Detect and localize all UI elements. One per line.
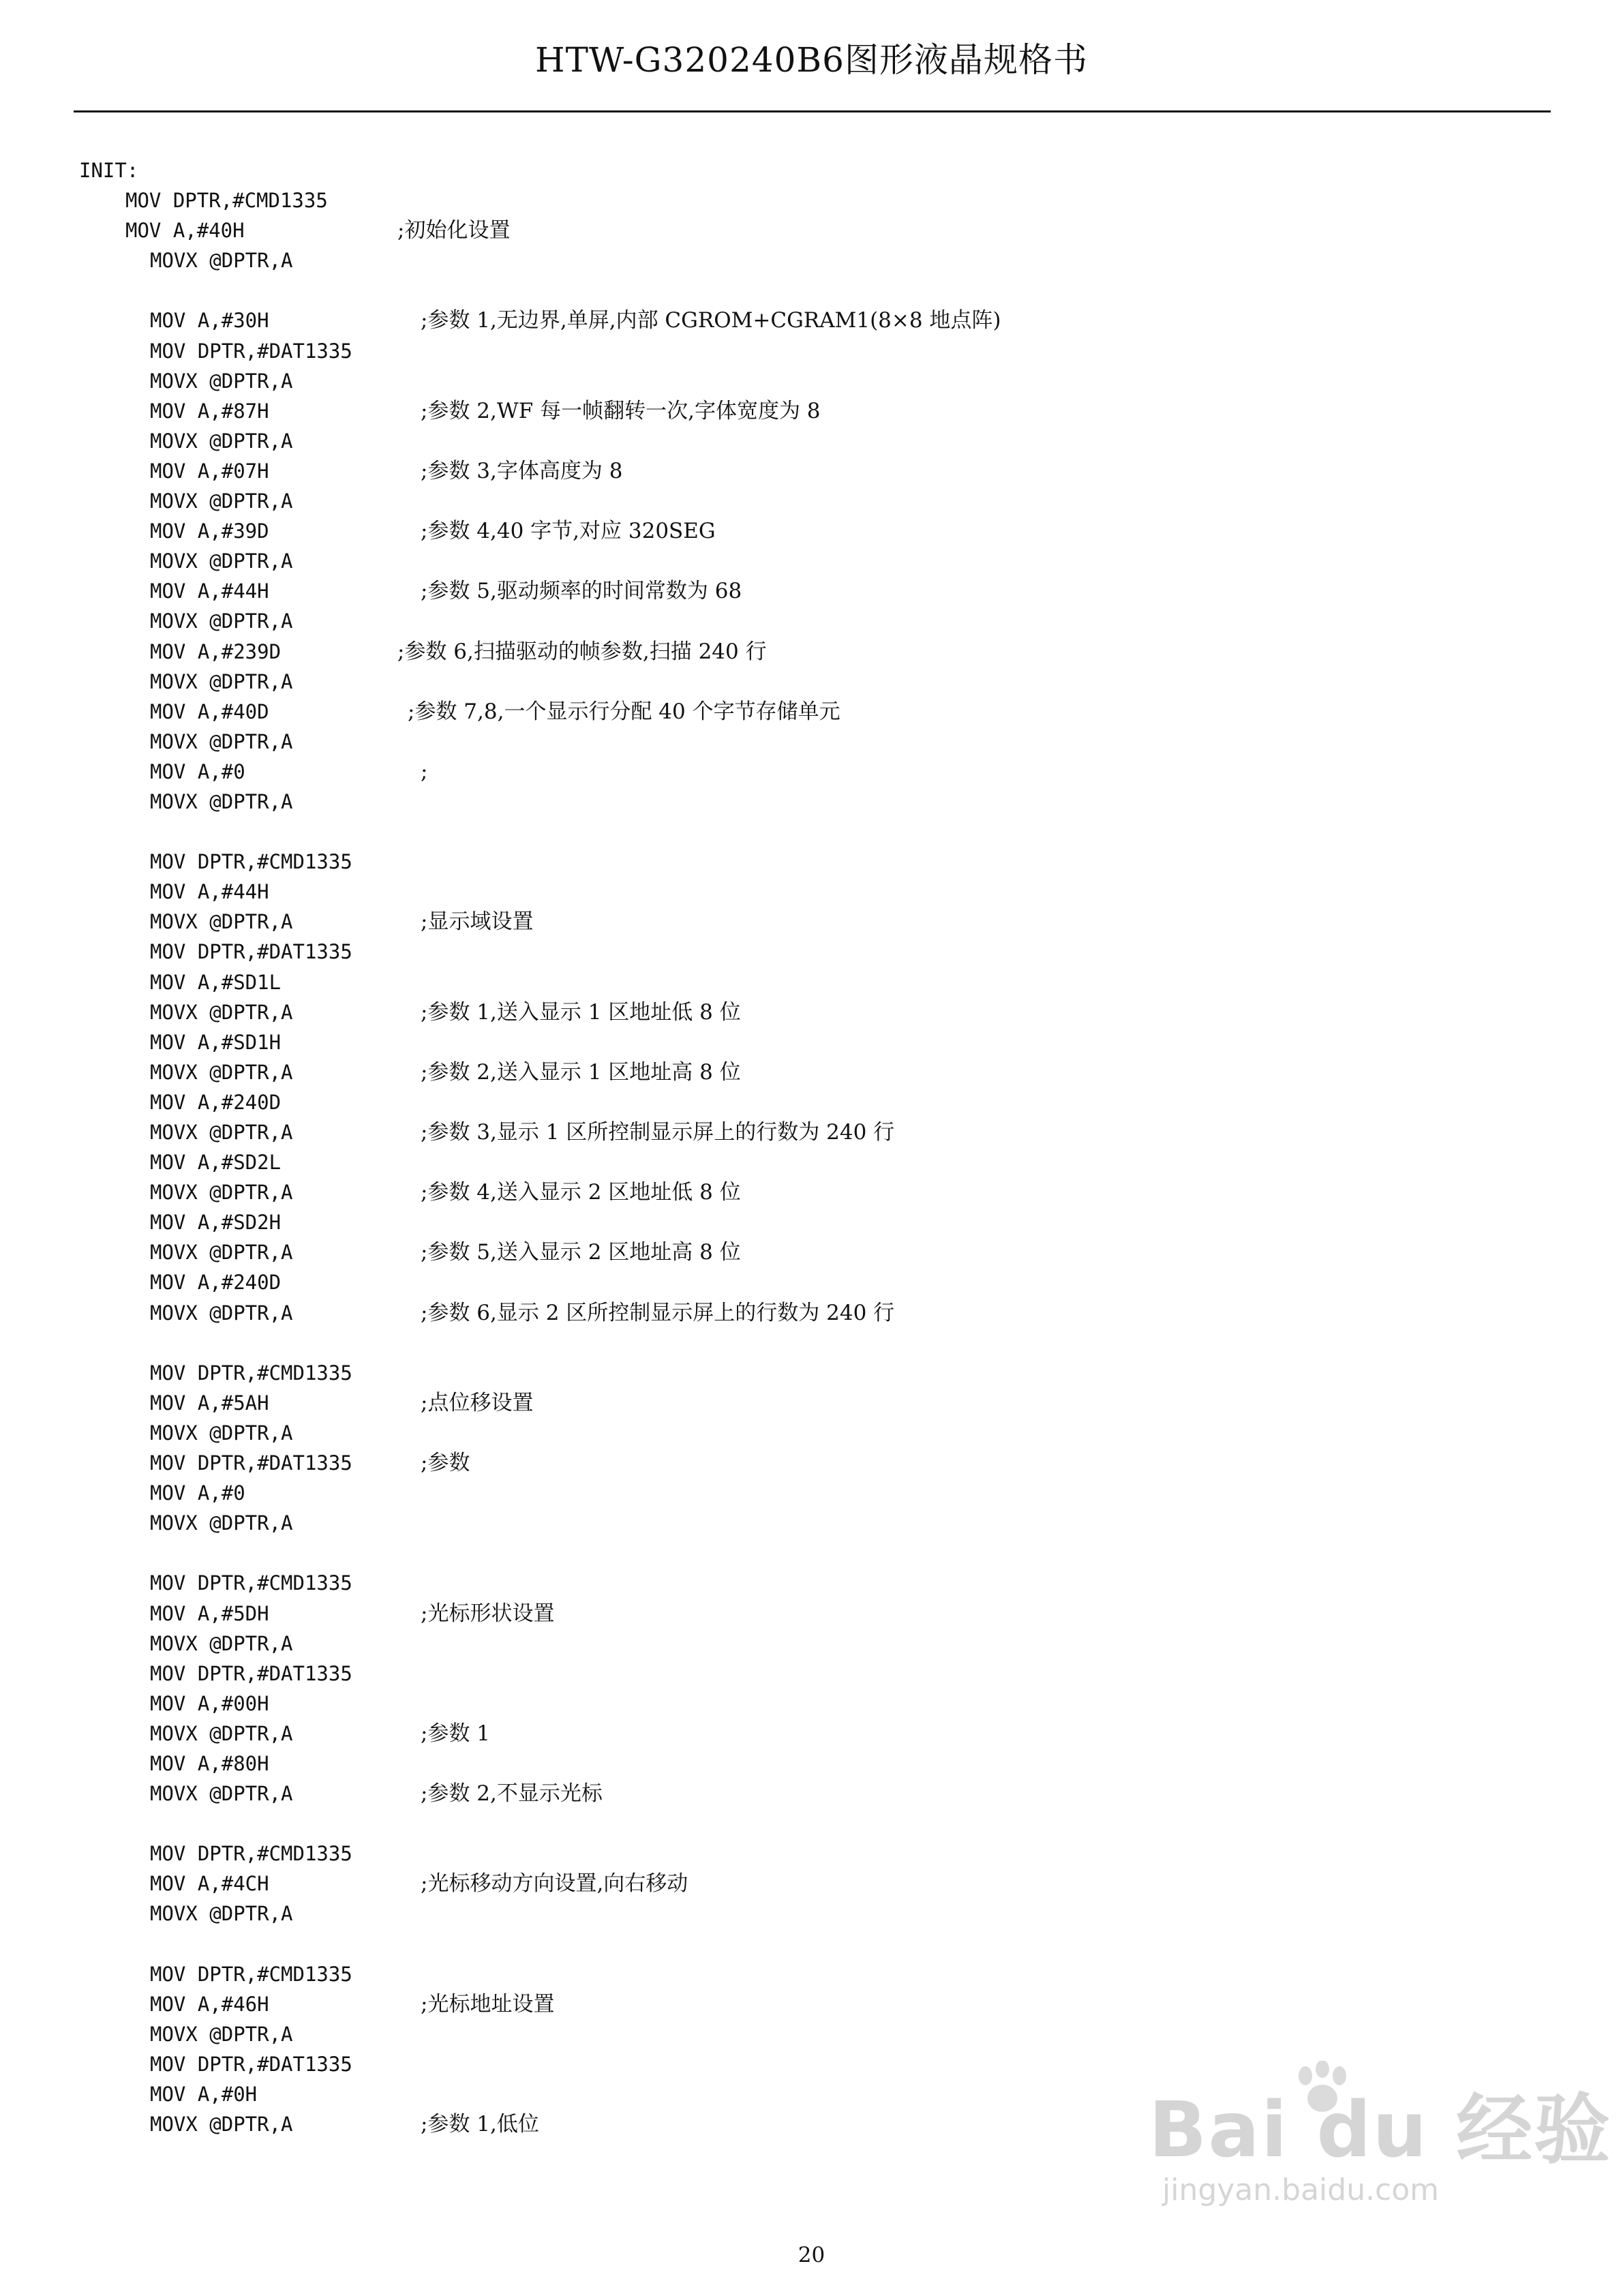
code-instruction: MOV A,#5AH (150, 1391, 269, 1415)
code-line (0, 1779, 1623, 1809)
code-line (0, 245, 1623, 275)
code-line (0, 1719, 1623, 1749)
code-line (0, 1989, 1623, 2019)
code-line (0, 667, 1623, 697)
code-line (0, 1508, 1623, 1538)
code-comment: ;初始化设置 (397, 218, 511, 243)
code-line (0, 1087, 1623, 1117)
code-line (0, 185, 1623, 215)
page-number: 20 (798, 2243, 825, 2267)
code-comment: ;参数 2,送入显示 1 区地址高 8 位 (421, 1059, 741, 1085)
code-instruction: MOV A,#40D (150, 699, 269, 723)
code-comment: ;参数 3,字体高度为 8 (421, 458, 623, 483)
code-instruction: MOV A,#00H (150, 1691, 269, 1715)
code-instruction: MOVX @DPTR,A (150, 1902, 293, 1926)
code-instruction: MOV DPTR,#DAT1335 (150, 339, 352, 363)
code-instruction: MOVX @DPTR,A (150, 2113, 293, 2136)
code-instruction: MOV A,#0H (150, 2083, 258, 2106)
code-line (0, 1298, 1623, 1328)
code-line (0, 1568, 1623, 1598)
code-instruction: MOV A,#240D (150, 1090, 282, 1114)
code-comment: ;参数 1,低位 (421, 2112, 539, 2137)
code-line (0, 576, 1623, 606)
code-line (0, 1358, 1623, 1388)
code-instruction: MOV A,#0 (150, 1481, 245, 1505)
code-instruction: MOVX @DPTR,A (150, 729, 293, 753)
code-instruction: MOV A,#SD1H (150, 1030, 282, 1054)
code-line (0, 817, 1623, 847)
code-line (0, 997, 1623, 1027)
code-instruction: MOVX @DPTR,A (150, 2022, 293, 2046)
code-line (0, 1749, 1623, 1779)
code-instruction: MOV A,#87H (150, 399, 269, 423)
code-comment: ;参数 5,送入显示 2 区地址高 8 位 (421, 1240, 741, 1265)
code-comment: ;参数 2,WF 每一帧翻转一次,字体宽度为 8 (421, 398, 821, 423)
code-line (0, 606, 1623, 636)
code-line (0, 1177, 1623, 1207)
code-instruction: MOVX @DPTR,A (150, 1241, 293, 1265)
code-line (0, 1929, 1623, 1959)
code-instruction: MOVX @DPTR,A (150, 1511, 293, 1535)
code-instruction: MOV A,#240D (150, 1271, 282, 1295)
code-instruction: MOV DPTR,#CMD1335 (150, 1962, 352, 1986)
code-line (0, 847, 1623, 877)
code-instruction: MOV A,#30H (150, 309, 269, 333)
code-comment: ;参数 1,送入显示 1 区地址低 8 位 (421, 999, 741, 1025)
code-instruction: MOV DPTR,#CMD1335 (150, 850, 352, 874)
code-line (0, 486, 1623, 516)
code-instruction: MOVX @DPTR,A (150, 789, 293, 813)
code-line (0, 1328, 1623, 1358)
code-instruction: MOVX @DPTR,A (150, 1060, 293, 1084)
code-line (0, 1448, 1623, 1478)
code-instruction: MOVX @DPTR,A (150, 910, 293, 934)
code-instruction: MOV A,#SD2L (150, 1151, 282, 1175)
code-instruction: MOVX @DPTR,A (150, 1121, 293, 1144)
code-instruction: MOV A,#239D (150, 639, 282, 663)
code-line (0, 1267, 1623, 1297)
code-instruction: MOV A,#5DH (150, 1601, 269, 1625)
code-instruction: MOV DPTR,#DAT1335 (150, 2052, 352, 2076)
code-line (0, 727, 1623, 757)
code-instruction: MOV DPTR,#DAT1335 (150, 940, 352, 964)
baidu-jingyan-watermark (1149, 2086, 1612, 2219)
code-instruction: MOV A,#44H (150, 579, 269, 603)
code-instruction: INIT: (79, 159, 139, 182)
code-line (0, 877, 1623, 907)
code-instruction: MOV A,#07H (150, 459, 269, 483)
code-instruction: MOVX @DPTR,A (150, 369, 293, 393)
code-instruction: MOVX @DPTR,A (150, 1000, 293, 1024)
code-line (0, 937, 1623, 967)
watermark-logo: Bai du 经验 (1149, 2086, 1612, 2175)
code-instruction: MOV A,#4CH (150, 1872, 269, 1896)
code-instruction: MOV DPTR,#CMD1335 (125, 189, 328, 213)
code-line (0, 1478, 1623, 1508)
code-line (0, 456, 1623, 486)
code-comment: ;参数 4,送入显示 2 区地址低 8 位 (421, 1180, 741, 1205)
code-line (0, 1117, 1623, 1147)
code-instruction: MOV A,#SD1L (150, 970, 282, 994)
code-line (0, 336, 1623, 366)
code-comment: ;显示域设置 (421, 909, 534, 935)
code-line (0, 1538, 1623, 1568)
code-comment: ;光标移动方向设置,向右移动 (421, 1871, 688, 1897)
code-line (0, 1839, 1623, 1869)
code-line (0, 1237, 1623, 1267)
code-line (0, 1629, 1623, 1659)
code-instruction: MOVX @DPTR,A (150, 1631, 293, 1655)
code-comment: ;参数 (421, 1451, 470, 1476)
code-line (0, 1388, 1623, 1418)
code-instruction: MOV DPTR,#CMD1335 (150, 1842, 352, 1866)
code-instruction: MOV A,#39D (150, 519, 269, 543)
code-line (0, 1659, 1623, 1689)
code-line (0, 546, 1623, 576)
code-instruction: MOVX @DPTR,A (150, 669, 293, 693)
code-instruction: MOVX @DPTR,A (150, 1301, 293, 1325)
code-instruction: MOV DPTR,#CMD1335 (150, 1571, 352, 1595)
code-line (0, 366, 1623, 396)
code-line (0, 1418, 1623, 1448)
code-line (0, 907, 1623, 937)
code-comment: ;点位移设置 (421, 1390, 534, 1415)
code-instruction: MOV A,#40H (125, 219, 245, 243)
code-line (0, 967, 1623, 997)
code-instruction: MOV A,#44H (150, 880, 269, 904)
code-line (0, 155, 1623, 185)
code-line (0, 1147, 1623, 1177)
code-line (0, 787, 1623, 817)
code-comment: ;参数 1 (421, 1721, 491, 1746)
code-instruction: MOV DPTR,#CMD1335 (150, 1361, 352, 1385)
code-comment: ;参数 5,驱动频率的时间常数为 68 (421, 579, 742, 604)
code-instruction: MOVX @DPTR,A (150, 1181, 293, 1205)
document-title: HTW-G320240B6图形液晶规格书 (535, 40, 1088, 80)
code-line (0, 275, 1623, 305)
code-instruction: MOV DPTR,#DAT1335 (150, 1661, 352, 1685)
code-line (0, 757, 1623, 787)
code-line (0, 1057, 1623, 1087)
code-instruction: MOVX @DPTR,A (150, 489, 293, 513)
code-line (0, 305, 1623, 335)
code-comment: ;光标形状设置 (421, 1601, 555, 1626)
code-line (0, 2019, 1623, 2049)
code-comment: ;参数 4,40 字节,对应 320SEG (421, 519, 716, 544)
code-line (0, 1599, 1623, 1629)
code-comment: ;光标地址设置 (421, 1991, 555, 2016)
code-instruction: MOVX @DPTR,A (150, 549, 293, 573)
watermark-url: jingyan.baidu.com (1162, 2173, 1440, 2207)
code-line (0, 1027, 1623, 1057)
code-line (0, 426, 1623, 456)
code-instruction: MOVX @DPTR,A (150, 1421, 293, 1445)
code-line (0, 1809, 1623, 1839)
assembly-code-listing (0, 155, 1623, 2139)
code-comment: ;参数 1,无边界,单屏,内部 CGROM+CGRAM1(8×8 地点阵) (421, 308, 1001, 333)
code-instruction: MOV A,#46H (150, 1992, 269, 2016)
code-instruction: MOV A,#SD2H (150, 1211, 282, 1235)
code-line (0, 1959, 1623, 1989)
code-line (0, 396, 1623, 426)
code-instruction: MOVX @DPTR,A (150, 429, 293, 453)
code-instruction: MOVX @DPTR,A (150, 609, 293, 633)
code-line (0, 215, 1623, 245)
code-comment: ;参数 3,显示 1 区所控制显示屏上的行数为 240 行 (421, 1120, 895, 1145)
code-line (0, 516, 1623, 546)
code-line (0, 1899, 1623, 1929)
code-comment: ;参数 7,8,一个显示行分配 40 个字节存储单元 (408, 699, 840, 724)
code-comment: ;参数 2,不显示光标 (421, 1781, 603, 1807)
code-line (0, 2049, 1623, 2079)
code-instruction: MOV A,#0 (150, 759, 245, 783)
code-instruction: MOVX @DPTR,A (150, 1721, 293, 1745)
code-line (0, 637, 1623, 667)
header-divider (74, 110, 1551, 112)
code-instruction: MOV DPTR,#DAT1335 (150, 1451, 352, 1475)
code-instruction: MOVX @DPTR,A (150, 249, 293, 273)
code-comment: ;参数 6,显示 2 区所控制显示屏上的行数为 240 行 (421, 1300, 895, 1325)
code-line (0, 1869, 1623, 1899)
code-comment: ; (421, 759, 428, 784)
code-line (0, 697, 1623, 727)
code-instruction: MOV A,#80H (150, 1751, 269, 1775)
code-line (0, 1207, 1623, 1237)
code-comment: ;参数 6,扫描驱动的帧参数,扫描 240 行 (397, 639, 767, 664)
code-instruction: MOVX @DPTR,A (150, 1782, 293, 1806)
code-line (0, 1689, 1623, 1719)
